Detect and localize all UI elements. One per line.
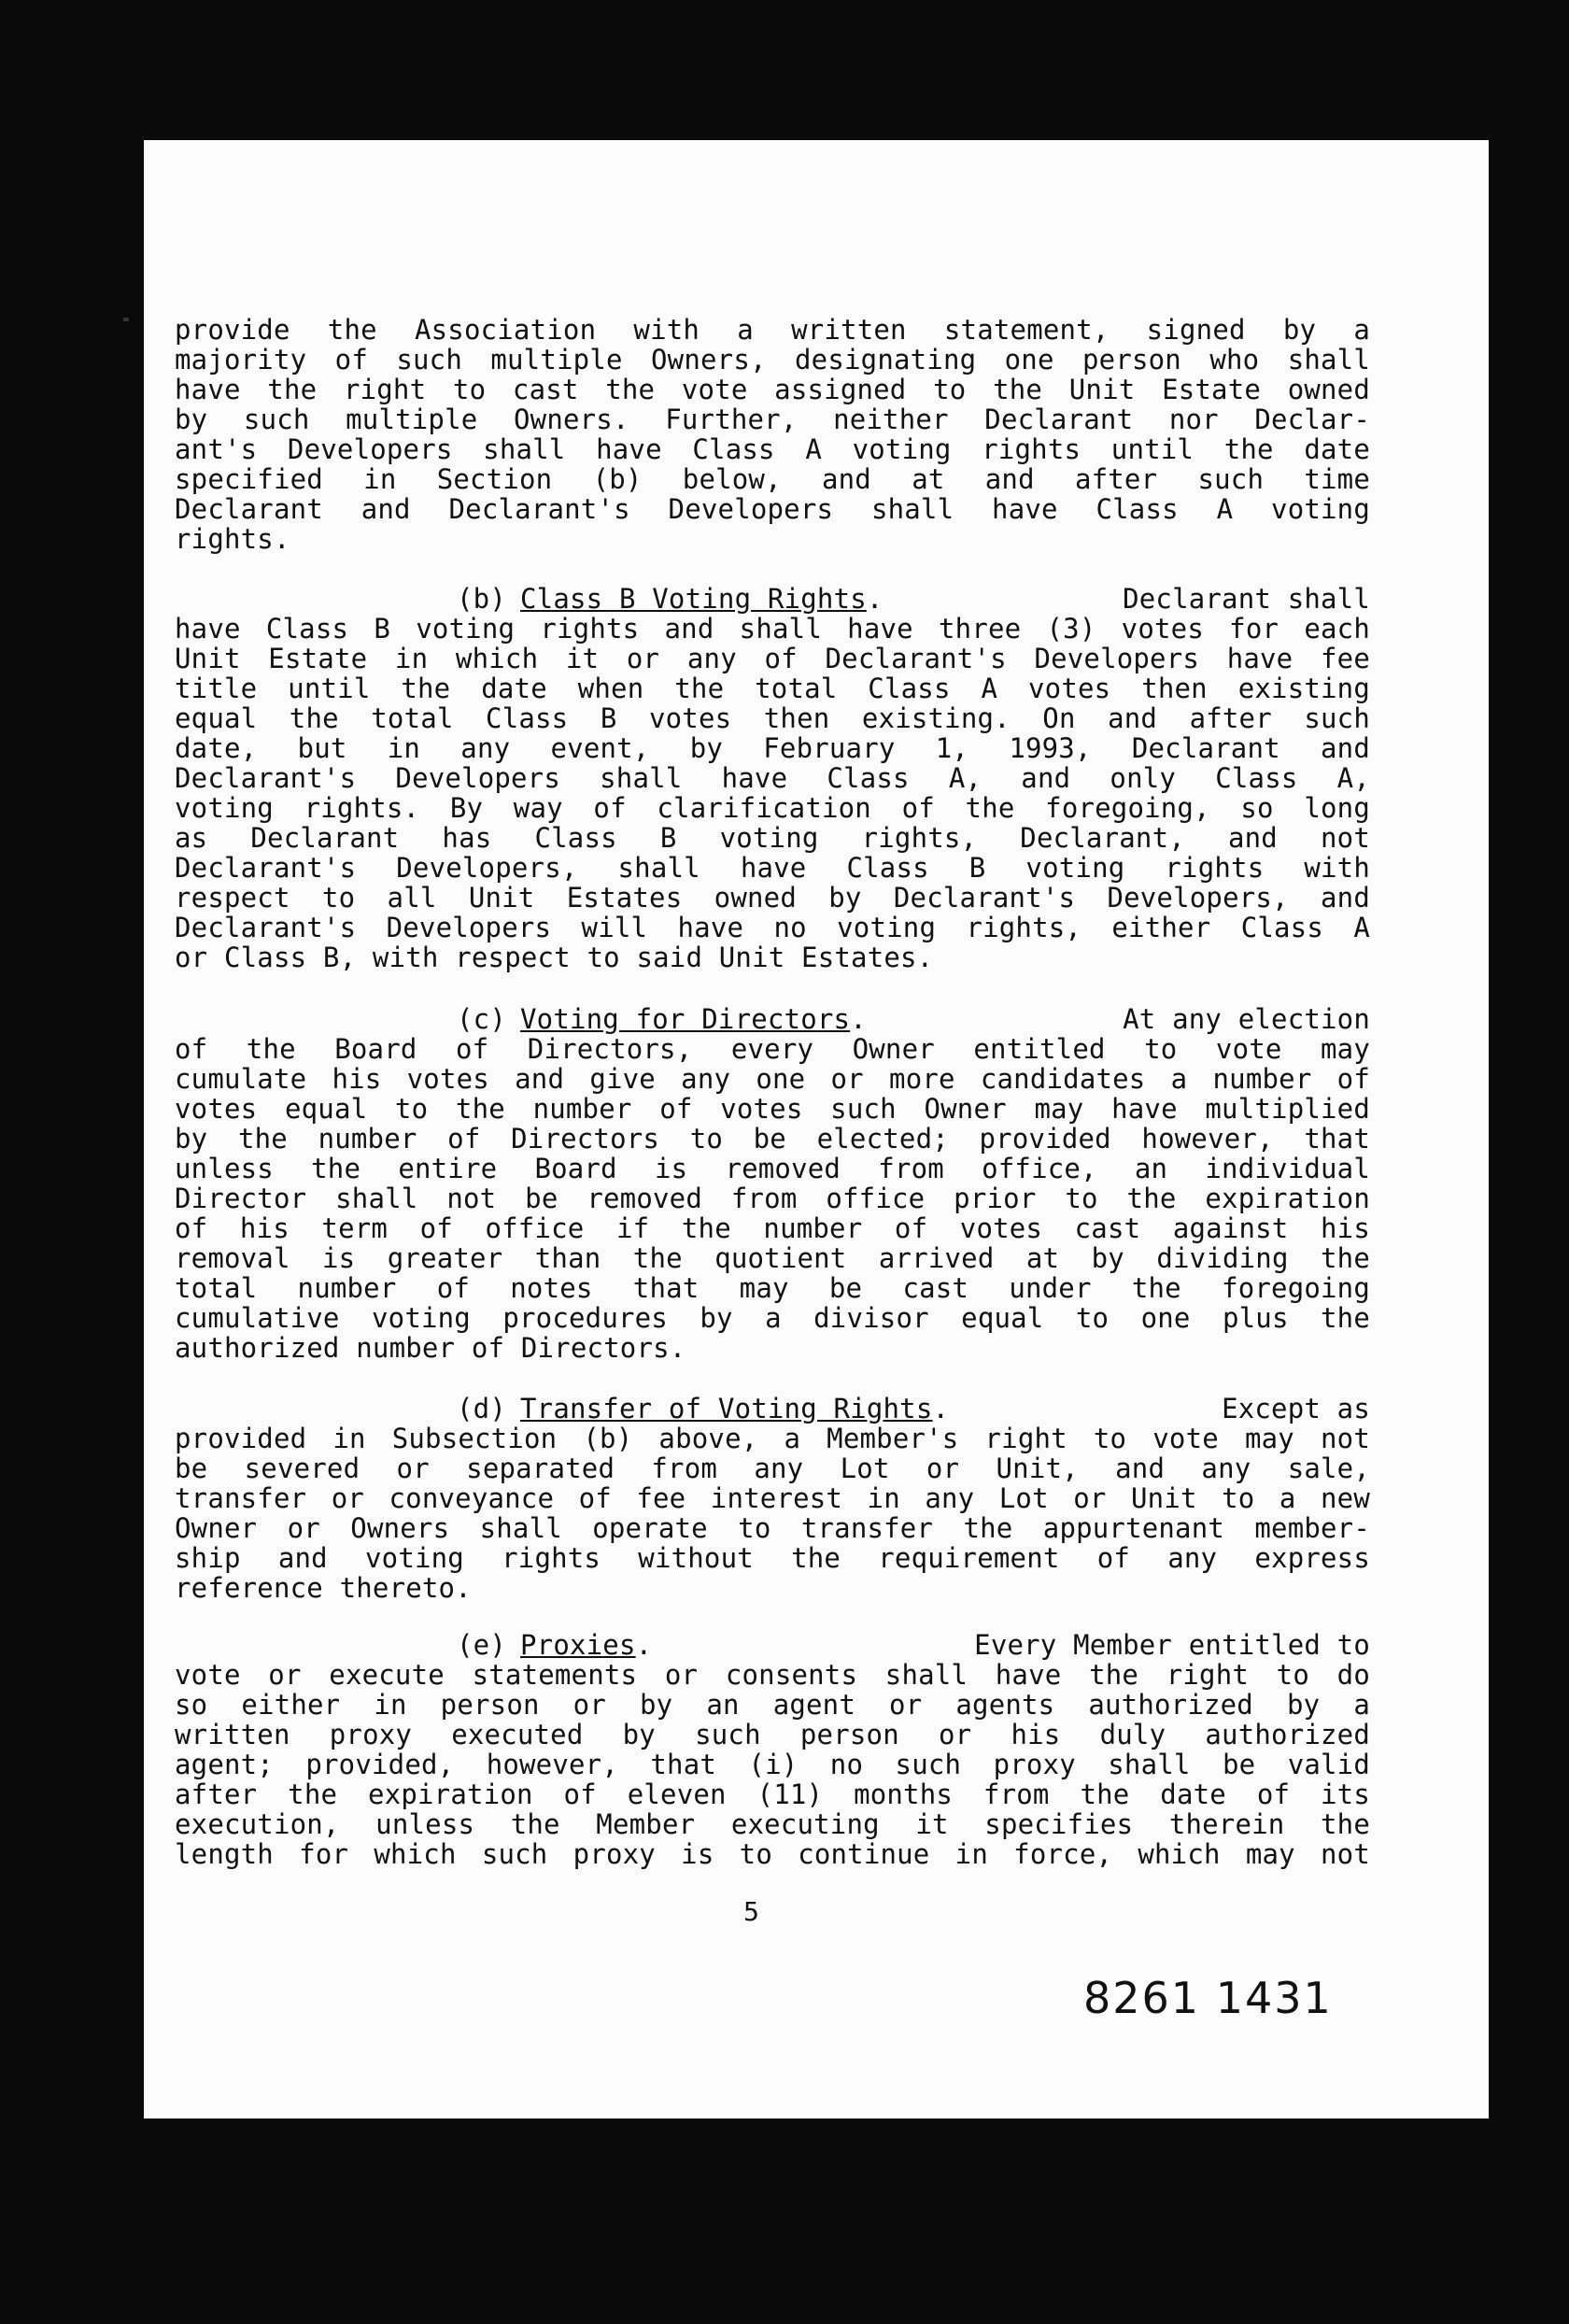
paragraph-line: removal is greater than the quotient arrived at by dividing the <box>175 1242 1370 1274</box>
paragraph-line: transfer or conveyance of fee interest in any Lot or Unit to a new <box>175 1482 1370 1514</box>
paragraph-line: Declarant's Developers, shall have Class B voting rights with <box>175 852 1370 884</box>
section-lead-text: Declarant shall <box>1123 583 1370 615</box>
paragraph-line: vote or execute statements or consents shall have the right to do <box>175 1659 1370 1691</box>
paragraph-line: date, but in any event, by February 1, 1993, Declarant and <box>175 732 1370 764</box>
section-d-heading: (d) Transfer of Voting Rights. Except as <box>175 1394 1370 1424</box>
paragraph-line: votes equal to the number of votes such Owner may have multiplied <box>175 1093 1370 1125</box>
section-title: Proxies <box>520 1629 636 1661</box>
paragraph-line: Director shall not be removed from office prior to the expiration <box>175 1183 1370 1214</box>
paragraph-line: Owner or Owners shall operate to transfer the appurtenant member- <box>175 1512 1370 1544</box>
section-b-heading: (b) Class B Voting Rights. Declarant shall <box>175 584 1370 614</box>
paragraph-line: voting rights. By way of clarification of the foregoing, so long <box>175 792 1370 824</box>
paragraph-line: or Class B, with respect to said Unit Estates. <box>175 942 934 973</box>
paragraph-line: written proxy executed by such person or his duly authorized <box>175 1719 1370 1750</box>
paragraph-line: be severed or separated from any Lot or Unit, and any sale, <box>175 1452 1370 1484</box>
section-marker: (c) <box>457 1003 506 1035</box>
margin-mark <box>123 318 129 321</box>
section-title: Transfer of Voting Rights <box>520 1393 933 1424</box>
paragraph-line: execution, unless the Member executing it specifies therein the <box>175 1808 1370 1840</box>
paragraph-line: Declarant's Developers shall have Class A, and only Class A, <box>175 762 1370 794</box>
paragraph-line: authorized number of Directors. <box>175 1332 686 1364</box>
paragraph-line: unless the entire Board is removed from office, an individual <box>175 1153 1370 1184</box>
section-lead-text: Every Member entitled to <box>974 1629 1370 1661</box>
paragraph-line: by the number of Directors to be elected; provided however, that <box>175 1123 1370 1155</box>
paragraph-line: reference thereto. <box>175 1572 472 1604</box>
section-title: Voting for Directors <box>520 1003 851 1035</box>
page-number: 5 <box>743 1896 759 1927</box>
section-marker: (e) <box>457 1629 506 1661</box>
paragraph-line: have Class B voting rights and shall have three (3) votes for each <box>175 613 1370 645</box>
paragraph-line: as Declarant has Class B voting rights, Declarant, and not <box>175 822 1370 854</box>
section-marker: (d) <box>457 1393 506 1424</box>
paragraph-line: ship and voting rights without the requirement of any express <box>175 1542 1370 1574</box>
section-c-heading: (c) Voting for Directors. At any election <box>175 1004 1370 1034</box>
section-title: Class B Voting Rights <box>520 583 867 615</box>
paragraph-line: length for which such proxy is to continue in force, which may not <box>175 1838 1370 1870</box>
paragraph-line: of the Board of Directors, every Owner entitled to vote may <box>175 1033 1370 1065</box>
paragraph-line: specified in Section (b) below, and at and after such time <box>175 463 1370 495</box>
paragraph-line: provided in Subsection (b) above, a Member's right to vote may not <box>175 1423 1370 1454</box>
paragraph-line: rights. <box>175 523 290 555</box>
paragraph-line: by such multiple Owners. Further, neither Declarant nor Declar- <box>175 404 1370 435</box>
section-lead-text: Except as <box>1222 1393 1370 1424</box>
paragraph-line: majority of such multiple Owners, designating one person who shall <box>175 344 1370 376</box>
section-marker: (b) <box>457 583 506 615</box>
paragraph-line: equal the total Class B votes then existing. On and after such <box>175 702 1370 734</box>
paragraph-line: ant's Developers shall have Class A voting rights until the date <box>175 433 1370 465</box>
paragraph-line: respect to all Unit Estates owned by Declarant's Developers, and <box>175 882 1370 914</box>
document-stamp-number: 8261 1431 <box>1083 1973 1333 2023</box>
paragraph-line: Unit Estate in which it or any of Declarant's Developers have fee <box>175 643 1370 674</box>
paragraph-line: have the right to cast the vote assigned to the Unit Estate owned <box>175 374 1370 405</box>
paragraph-line: cumulative voting procedures by a divisor equal to one plus the <box>175 1302 1370 1334</box>
section-lead-text: At any election <box>1123 1003 1370 1035</box>
paragraph-line: Declarant's Developers will have no voting rights, either Class A <box>175 912 1370 943</box>
paragraph-line: Declarant and Declarant's Developers shall have Class A voting <box>175 493 1370 525</box>
paragraph-line: provide the Association with a written statement, signed by a <box>175 314 1370 346</box>
paragraph-line: of his term of office if the number of votes cast against his <box>175 1212 1370 1244</box>
paragraph-line: cumulate his votes and give any one or more candidates a number of <box>175 1063 1370 1095</box>
paragraph-line: so either in person or by an agent or agents authorized by a <box>175 1689 1370 1721</box>
paragraph-line: title until the date when the total Class A votes then existing <box>175 673 1370 704</box>
section-e-heading: (e) Proxies. Every Member entitled to <box>175 1630 1370 1660</box>
paragraph-line: after the expiration of eleven (11) months from the date of its <box>175 1778 1370 1810</box>
paragraph-line: total number of notes that may be cast under the foregoing <box>175 1272 1370 1304</box>
paragraph-line: agent; provided, however, that (i) no such proxy shall be valid <box>175 1749 1370 1780</box>
